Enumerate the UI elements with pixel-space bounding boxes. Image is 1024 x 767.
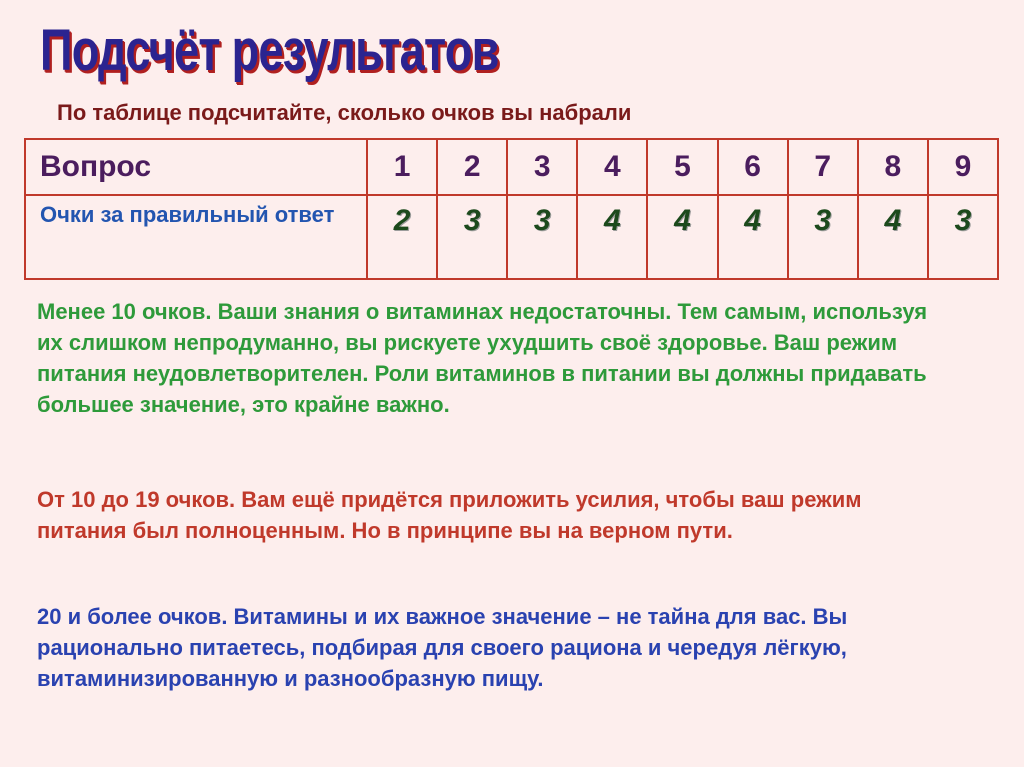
score-table xyxy=(24,138,999,280)
points-value: 3 xyxy=(928,195,998,279)
points-value: 4 xyxy=(647,195,717,279)
question-number: 8 xyxy=(858,139,928,195)
points-value: 3 xyxy=(788,195,858,279)
question-number: 7 xyxy=(788,139,858,195)
result-low-paragraph: Менее 10 очков. Ваши знания о витаминах недостаточны. Тем самым, используя их слишком непродуманно, вы рискуете ухудшить своё здоровье. Ваш режим питания неудовлетворителен. Роли витаминов в питании вы должны придавать большее значение, это крайне важно. xyxy=(37,299,928,417)
question-number: 4 xyxy=(577,139,647,195)
question-number: 9 xyxy=(928,139,998,195)
points-value: 2 xyxy=(367,195,437,279)
question-number: 1 xyxy=(367,139,437,195)
points-value: 4 xyxy=(858,195,928,279)
points-value: 3 xyxy=(437,195,507,279)
question-row xyxy=(25,139,998,195)
row-label-points: Очки за правильный ответ xyxy=(25,195,367,279)
points-row xyxy=(25,195,998,279)
result-high-paragraph: 20 и более очков. Витамины и их важное значение – не тайна для вас. Вы рационально питаетесь, подбирая для своего рациона и чередуя лёгкую, витаминизированную и разнообразную пищу. xyxy=(37,604,848,691)
points-value: 4 xyxy=(718,195,788,279)
question-number: 6 xyxy=(718,139,788,195)
question-number: 5 xyxy=(647,139,717,195)
instruction-text: По таблице подсчитайте, сколько очков вы набрали xyxy=(57,100,632,125)
question-number: 2 xyxy=(437,139,507,195)
page-title: Подсчёт результатов xyxy=(40,18,499,83)
points-value: 3 xyxy=(507,195,577,279)
question-number: 3 xyxy=(507,139,577,195)
result-mid-paragraph: От 10 до 19 очков. Вам ещё придётся приложить усилия, чтобы ваш режим питания был полноценным. Но в принципе вы на верном пути. xyxy=(37,487,862,543)
row-label-question: Вопрос xyxy=(25,139,367,195)
points-value: 4 xyxy=(577,195,647,279)
